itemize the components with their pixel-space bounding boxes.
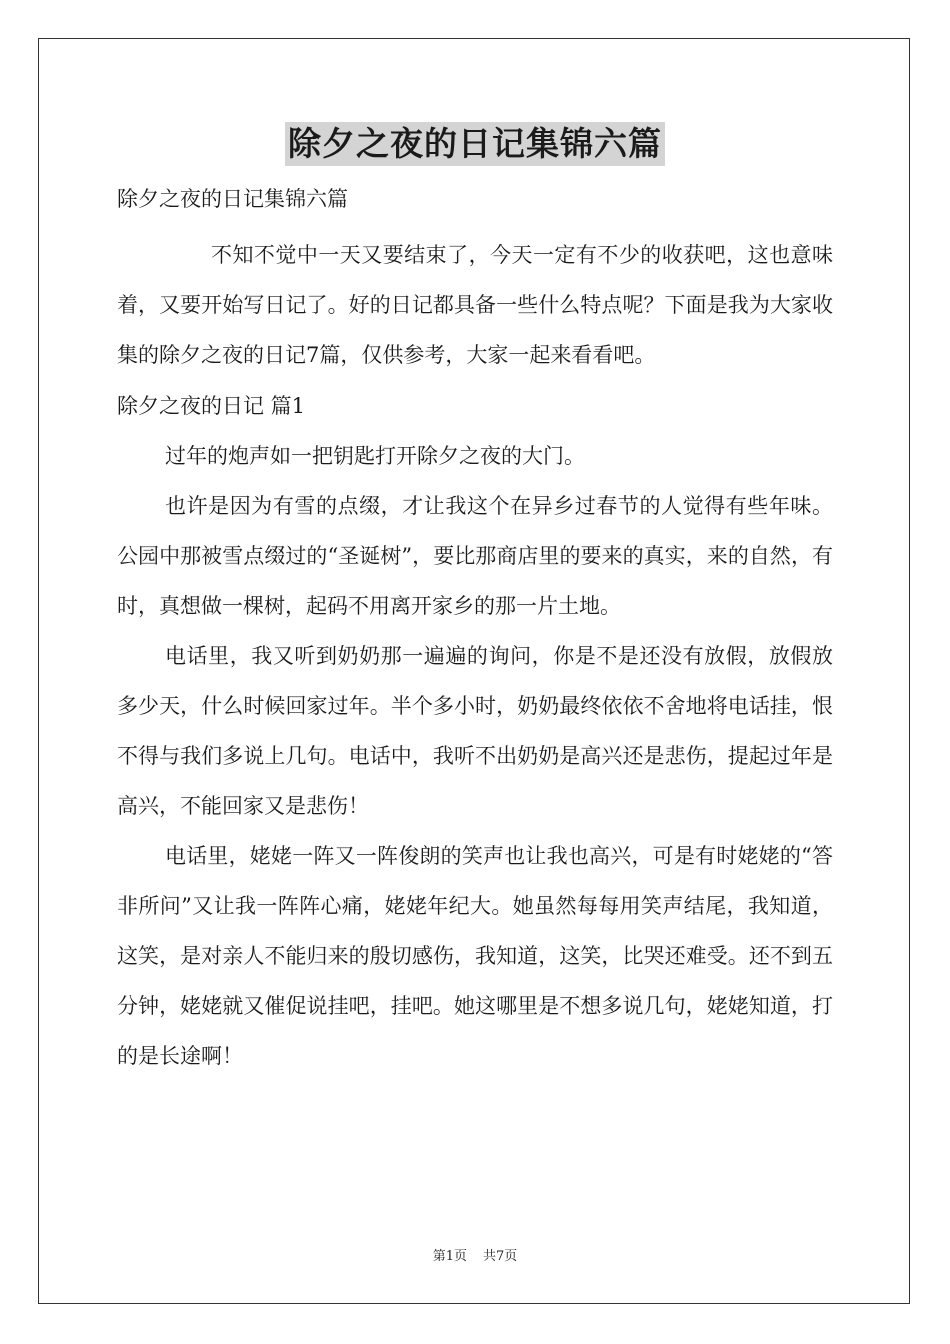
body-paragraph: 电话里，我又听到奶奶那一遍遍的询问，你是不是还没有放假，放假放多少天，什么时候回家过年。半个多小时，奶奶最终依依不舍地将电话挂，恨不得与我们多说上几句。电话中，我听不出奶奶是高兴还是悲伤，提起过年是高兴，不能回家又是悲伤！ xyxy=(117,644,833,818)
spacer xyxy=(117,380,833,387)
document-body xyxy=(117,180,833,1081)
title-block xyxy=(0,122,950,166)
spacer xyxy=(117,218,833,230)
page-total: 共7页 xyxy=(483,1249,518,1264)
page-number: 第1页 xyxy=(432,1249,467,1264)
section-heading: 除夕之夜的日记 篇1 xyxy=(117,394,306,418)
body-paragraph: 也许是因为有雪的点缀，才让我这个在异乡过春节的人觉得有些年味。公园中那被雪点缀过的“圣诞树”，要比那商店里的要来的真实，来的自然，有时，真想做一棵树，起码不用离开家乡的那一片土地。 xyxy=(117,494,833,618)
body-paragraph: 电话里，姥姥一阵又一阵俊朗的笑声也让我也高兴，可是有时姥姥的“答非所问”又让我一阵阵心痛，姥姥年纪大。她虽然每每用笑声结尾，我知道，这笑，是对亲人不能归来的殷切感伤，我知道，这笑，比哭还难受。还不到五分钟，姥姥就又催促说挂吧，挂吧。她这哪里是不想多说几句，姥姥知道，打的是长途啊！ xyxy=(117,844,833,1068)
intro-paragraph: 不知不觉中一天又要结束了，今天一定有不少的收获吧，这也意味着，又要开始写日记了。好的日记都具备一些什么特点呢？下面是我为大家收集的除夕之夜的日记7篇，仅供参考，大家一起来看看吧。 xyxy=(117,243,833,367)
page-footer xyxy=(0,1247,950,1267)
document-title: 除夕之夜的日记集锦六篇 xyxy=(285,122,665,166)
document-subtitle: 除夕之夜的日记集锦六篇 xyxy=(117,187,348,211)
body-paragraph: 过年的炮声如一把钥匙打开除夕之夜的大门。 xyxy=(165,444,585,468)
